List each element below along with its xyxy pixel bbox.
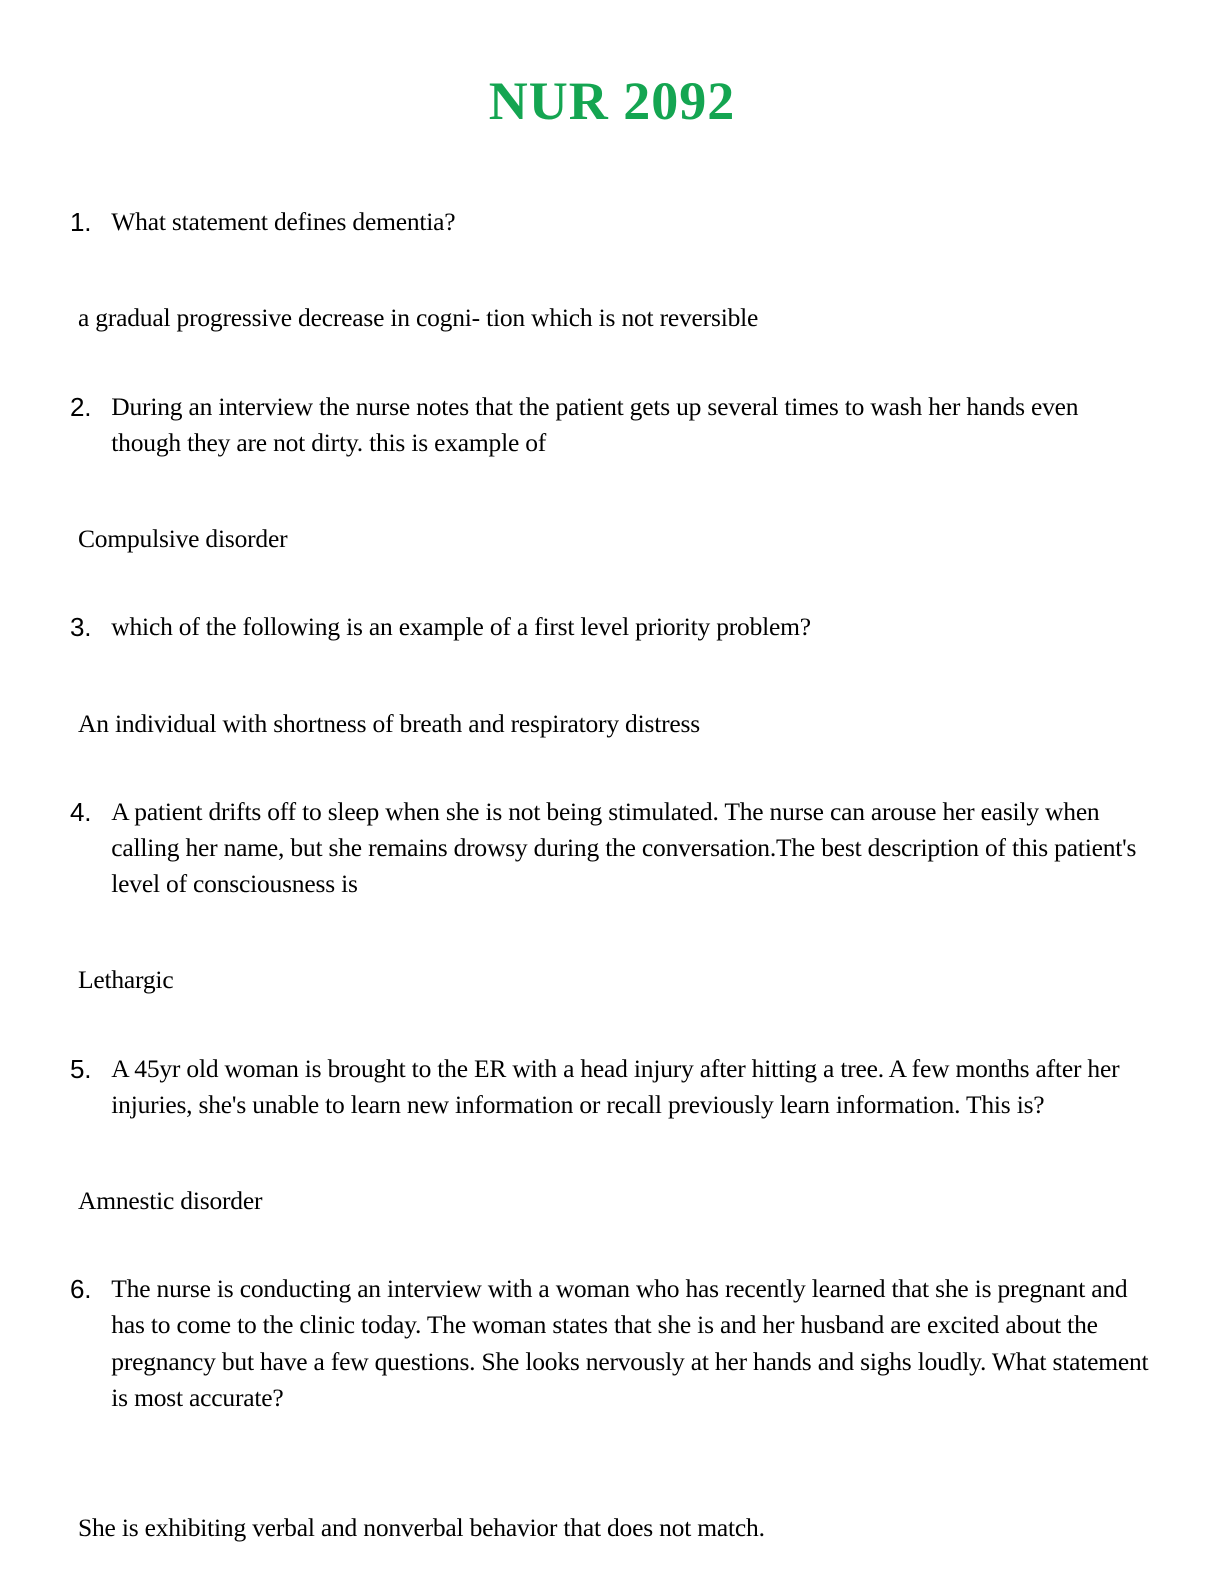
question-2-text: During an interview the nurse notes that the patient gets up several times to wash her hands even though they are not dirty. this is example of xyxy=(111,391,1079,457)
question-3-text: which of the following is an example of a first level priority problem? xyxy=(111,612,811,642)
question-1-number: 1. xyxy=(70,207,92,237)
answer-2: Compulsive disorder xyxy=(78,524,288,553)
question-4-text: A patient drifts off to sleep when she is not being stimulated. The nurse can arouse her easily when calling her name, but she remains drowsy during the conversation.The best description of this patient's level of consciousness is xyxy=(111,796,1137,899)
question-3-number: 3. xyxy=(70,612,92,643)
question-2-number: 2. xyxy=(70,391,92,422)
answer-1: a gradual progressive decrease in cogni- tion which is not reversible xyxy=(78,303,759,333)
question-1-text: What statement defines dementia? xyxy=(111,207,456,236)
question-5 xyxy=(70,1051,1154,1123)
question-answer-list xyxy=(0,204,1224,1546)
question-4-number: 4. xyxy=(70,796,92,827)
question-5-number: 5. xyxy=(70,1053,92,1084)
question-5-text: A 45yr old woman is brought to the ER with a head injury after hitting a tree. A few months after her injuries, she's unable to learn new information or recall previously learn information. This is? xyxy=(111,1053,1120,1119)
question-2 xyxy=(70,389,1154,461)
question-6 xyxy=(70,1271,1154,1416)
question-4 xyxy=(70,794,1154,903)
question-3 xyxy=(70,609,1154,645)
answer-6: She is exhibiting verbal and nonverbal behavior that does not match. xyxy=(78,1513,765,1543)
page-title: NUR 2092 xyxy=(488,71,736,131)
answer-4: Lethargic xyxy=(78,965,174,995)
question-6-number: 6. xyxy=(70,1274,92,1305)
question-1 xyxy=(70,204,1154,240)
answer-5: Amnestic disorder xyxy=(78,1186,263,1216)
answer-3: An individual with shortness of breath and respiratory distress xyxy=(78,708,700,738)
question-6-text: The nurse is conducting an interview with a woman who has recently learned that she is pregnant and has to come to the clinic today. The woman states that she is and her husband are excited about the pregnancy but have a few questions. She looks nervously at her hands and sighs loudly. What statement is most accurate? xyxy=(111,1274,1149,1412)
